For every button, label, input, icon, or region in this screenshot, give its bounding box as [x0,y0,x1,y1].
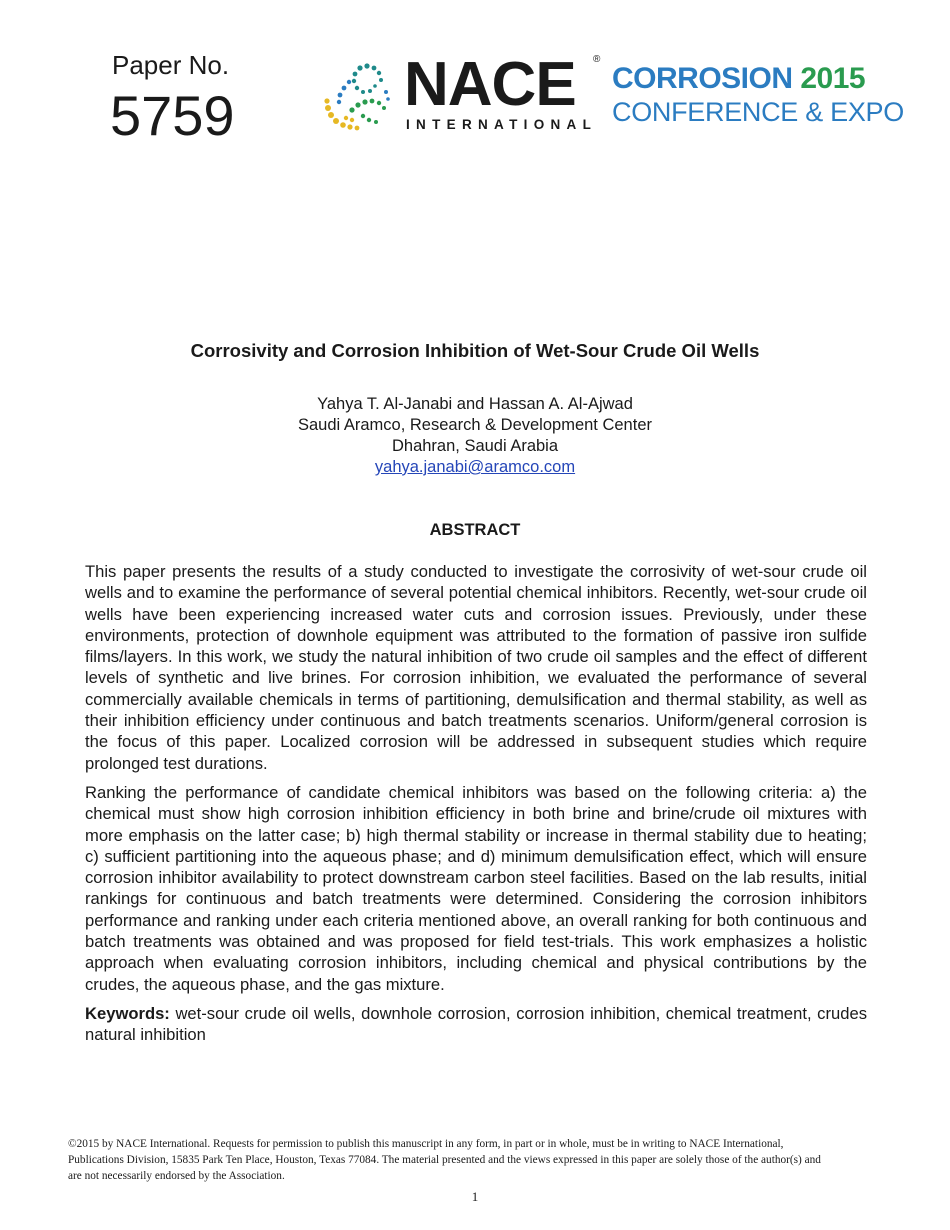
nace-international-subtitle: INTERNATIONAL [406,117,598,132]
paper-title: Corrosivity and Corrosion Inhibition of Wet-Sour Crude Oil Wells [190,340,760,361]
abstract-paragraph: Ranking the performance of candidate chemical inhibitors was based on the following criteria: a) the chemical must show high corrosion inhibition efficiency in both brine and brine/crude oil mixtures with more emphasis on the latter case; b) high thermal stability or increase in thermal stability due to heating; c) sufficient partitioning into the aqueous phase; and d) minimum demulsification effect, which will ensure corrosion inhibitor availability to protect downstream carbon steel facilities. Based on the lab results, initial rankings for continuous and batch treatments were determined. Considering the corrosion inhibitors performance and ranking under each criteria mentioned above, an overall ranking for both continuous and batch treatments was obtained and was proposed for field test-trials. This work emphasizes a holistic approach when evaluating corrosion inhibitors, including chemical and physical contributions by the crudes, the aqueous phase, and the gas mixture. [85,782,867,994]
registered-mark: ® [593,54,601,65]
author-names: Yahya T. Al-Janabi and Hassan A. Al-Ajwad [317,395,633,413]
abstract-heading: ABSTRACT [429,521,521,539]
author-email-link[interactable]: yahya.janabi@aramco.com [374,458,576,476]
author-block [0,394,950,478]
paper-number: 5759 [110,84,235,147]
conference-year: 2015 [800,62,866,95]
conference-subtitle: CONFERENCE & EXPO [612,97,904,127]
abstract-body [85,561,867,1054]
author-location: Dhahran, Saudi Arabia [391,437,559,455]
nace-wordmark: NACE [404,50,576,119]
author-affiliation: Saudi Aramco, Research & Development Center [297,416,652,434]
conference-word: CORROSION [612,62,793,95]
conference-name [612,62,902,96]
keywords-list: wet-sour crude oil wells, downhole corrosion, corrosion inhibition, chemical treatment, crudes natural inhibition [85,1003,867,1045]
conference-logo [612,62,902,128]
copyright-notice: ©2015 by NACE International. Requests for permission to publish this manuscript in any form, in part or in whole, must be in writing to NACE International, Publications Division, 15835 Park Ten Place, Houston, Texas 77084. The material presented and the views expressed in this paper are solely those of the author(s) and are not necessarily endorsed by the Association. [68,1138,821,1182]
abstract-paragraph: This paper presents the results of a study conducted to investigate the corrosivity of wet-sour crude oil wells and to examine the performance of several potential chemical inhibitors. Recently, wet-sour crude oil wells have been experiencing increased water cuts and corrosion issues. Previously, under these environments, protection of downhole equipment was attributed to the formation of passive iron sulfide films/layers. In this work, we study the natural inhibition of two crude oil samples and the effect of different levels of synthetic and live brines. For corrosion inhibition, we evaluated the performance of several commercially available chemicals in terms of partitioning, demulsification and thermal stability, as well as their inhibition efficiency under continuous and batch treatments scenarios. Uniform/general corrosion is the focus of this paper. Localized corrosion will be addressed in subsequent studies which require prolonged test durations. [85,562,867,773]
page-number: 1 [471,1189,479,1204]
keywords-label: Keywords: [85,1003,170,1023]
keywords-line [85,1003,867,1046]
paper-number-label: Paper No. [112,50,230,80]
nace-international-logo [322,50,602,138]
nace-swirl-emblem-icon [322,58,402,138]
